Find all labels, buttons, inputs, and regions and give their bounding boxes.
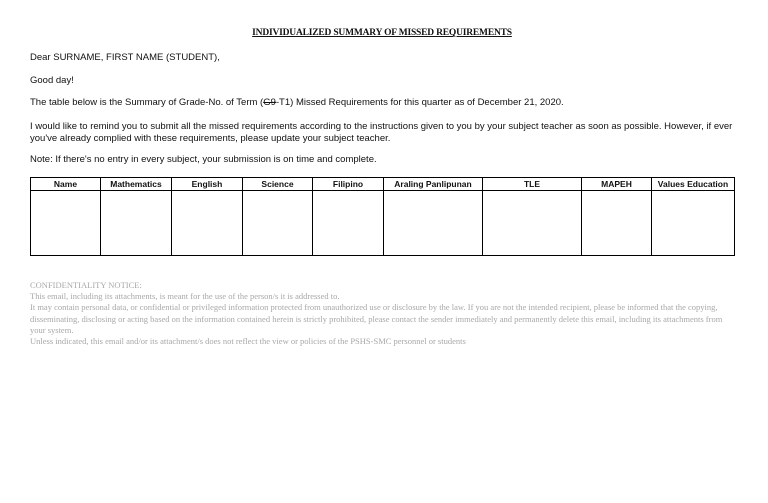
- header-mathematics: Mathematics: [101, 178, 172, 191]
- notice-line: It may contain personal data, or confidential or privileged information protected from unauthorized use or disclosure by the law. If you are not the intended recipient, please be informed that the copying, disseminating, disclosing or acting based on the information contained herein is strictly prohibited, please contact the sender immediately and permanently delete this email, including its attachments from your system.: [30, 302, 723, 335]
- header-english: English: [172, 178, 243, 191]
- header-mapeh: MAPEH: [582, 178, 652, 191]
- notice-line: This email, including its attachments, is meant for the use of the person/s it is addressed to.: [30, 291, 340, 302]
- header-science: Science: [243, 178, 313, 191]
- table-header-row: [31, 178, 735, 191]
- cell-araling-panlipunan: [384, 191, 483, 256]
- missed-requirements-table: [30, 177, 735, 256]
- cell-mathematics: [101, 191, 172, 256]
- cell-science: [243, 191, 313, 256]
- notice-line: Unless indicated, this email and/or its attachment/s does not reflect the view or policies of the PSHS-SMC personnel or students: [30, 336, 466, 347]
- confidentiality-notice: [30, 280, 736, 347]
- table-row: [31, 191, 735, 256]
- cell-values-education: [652, 191, 735, 256]
- document-title: INDIVIDUALIZED SUMMARY OF MISSED REQUIREMENTS: [252, 28, 512, 38]
- intro-struck-text: G9: [263, 97, 276, 108]
- note-paragraph: Note: If there's no entry in every subject, your submission is on time and complete.: [30, 154, 377, 165]
- header-araling-panlipunan: Araling Panlipunan: [384, 178, 483, 191]
- cell-mapeh: [582, 191, 652, 256]
- reminder-paragraph: I would like to remind you to submit all the missed requirements according to the instructions given to you by your subject teacher as soon as possible. However, if ever you've already complied with these requirements, please update your subject teacher.: [30, 121, 733, 144]
- notice-heading: CONFIDENTIALITY NOTICE:: [30, 280, 142, 290]
- greeting: Good day!: [30, 75, 74, 86]
- header-name: Name: [31, 178, 101, 191]
- cell-english: [172, 191, 243, 256]
- cell-name: [31, 191, 101, 256]
- salutation: Dear SURNAME, FIRST NAME (STUDENT),: [30, 52, 220, 63]
- cell-tle: [483, 191, 582, 256]
- header-filipino: Filipino: [313, 178, 384, 191]
- header-values-education: Values Education: [652, 178, 735, 191]
- intro-text-start: The table below is the Summary of Grade-No. of Term (: [30, 97, 264, 108]
- intro-text-end: -T1) Missed Requirements for this quarter as of December 21, 2020.: [275, 97, 564, 108]
- header-tle: TLE: [483, 178, 582, 191]
- intro-paragraph: [30, 97, 564, 109]
- cell-filipino: [313, 191, 384, 256]
